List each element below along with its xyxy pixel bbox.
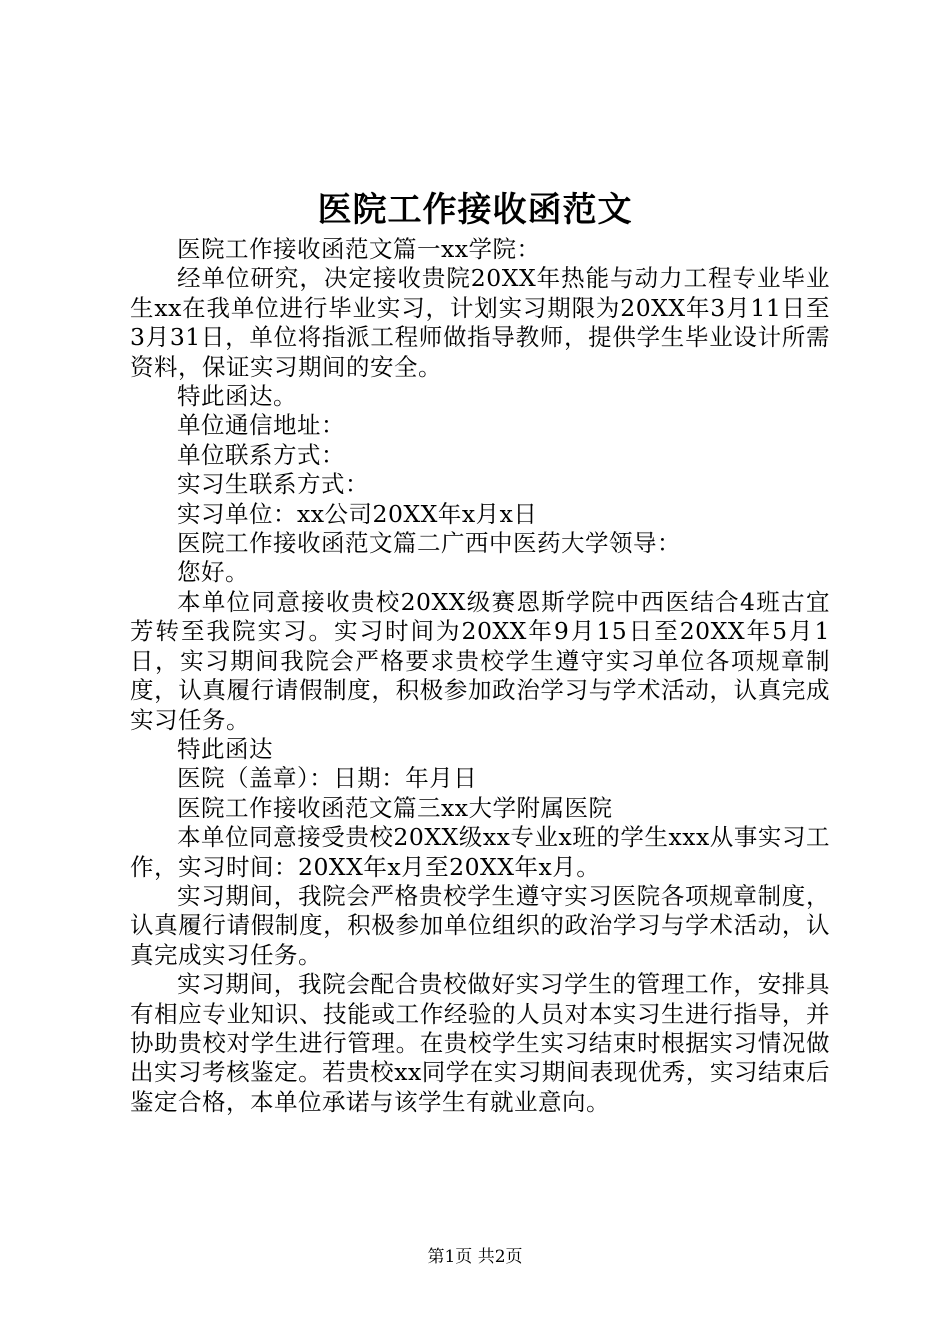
paragraph: 医院工作接收函范文篇三xx大学附属医院	[177, 793, 613, 822]
paragraph: 本单位同意接收贵校20XX级赛恩斯学院中西医结合4班古宜芳转至我院实习。实习时间为20XX年9月15日至20XX年5月1日，实习期间我院会严格要求贵校学生遵守实习单位各项规章制度，认真履行请假制度，积极参加政治学习与学术活动，认真完成实习任务。	[130, 587, 830, 734]
paragraph: 特此函达	[177, 734, 273, 763]
paragraph: 医院（盖章）：日期：年月日	[177, 764, 478, 793]
paragraph: 医院工作接收函范文篇二广西中医药大学领导：	[177, 529, 681, 558]
paragraph: 经单位研究，决定接收贵院20XX年热能与动力工程专业毕业生xx在我单位进行毕业实习，计划实习期限为20XX年3月11日至3月31日，单位将指派工程师做指导教师，提供学生毕业设计所需资料，保证实习期间的安全。	[130, 264, 830, 381]
paragraph: 您好。	[177, 558, 249, 587]
document-body	[130, 235, 830, 1117]
document-title: 医院工作接收函范文	[317, 190, 633, 230]
paragraph: 实习生联系方式：	[177, 470, 369, 499]
paragraph: 医院工作接收函范文篇一xx学院：	[177, 235, 541, 263]
paragraph: 单位通信地址：	[177, 411, 345, 440]
paragraph: 实习期间，我院会配合贵校做好实习学生的管理工作，安排具有相应专业知识、技能或工作经验的人员对本实习生进行指导，并协助贵校对学生进行管理。在贵校学生实习结束时根据实习情况做出实习考核鉴定。若贵校xx同学在实习期间表现优秀，实习结束后鉴定合格，本单位承诺与该学生有就业意向。	[130, 970, 830, 1116]
paragraph: 实习单位：xx公司20XX年x月x日	[177, 499, 538, 528]
paragraph: 本单位同意接受贵校20XX级xx专业x班的学生xxx从事实习工作，实习时间：20XX年x月至20XX年x月。	[130, 823, 830, 881]
paragraph: 实习期间，我院会严格贵校学生遵守实习医院各项规章制度，认真履行请假制度，积极参加单位组织的政治学习与学术活动，认真完成实习任务。	[130, 881, 830, 969]
paragraph: 特此函达。	[177, 382, 297, 411]
paragraph: 单位联系方式：	[177, 440, 345, 469]
page-footer: 第1页 共2页	[427, 1247, 523, 1267]
